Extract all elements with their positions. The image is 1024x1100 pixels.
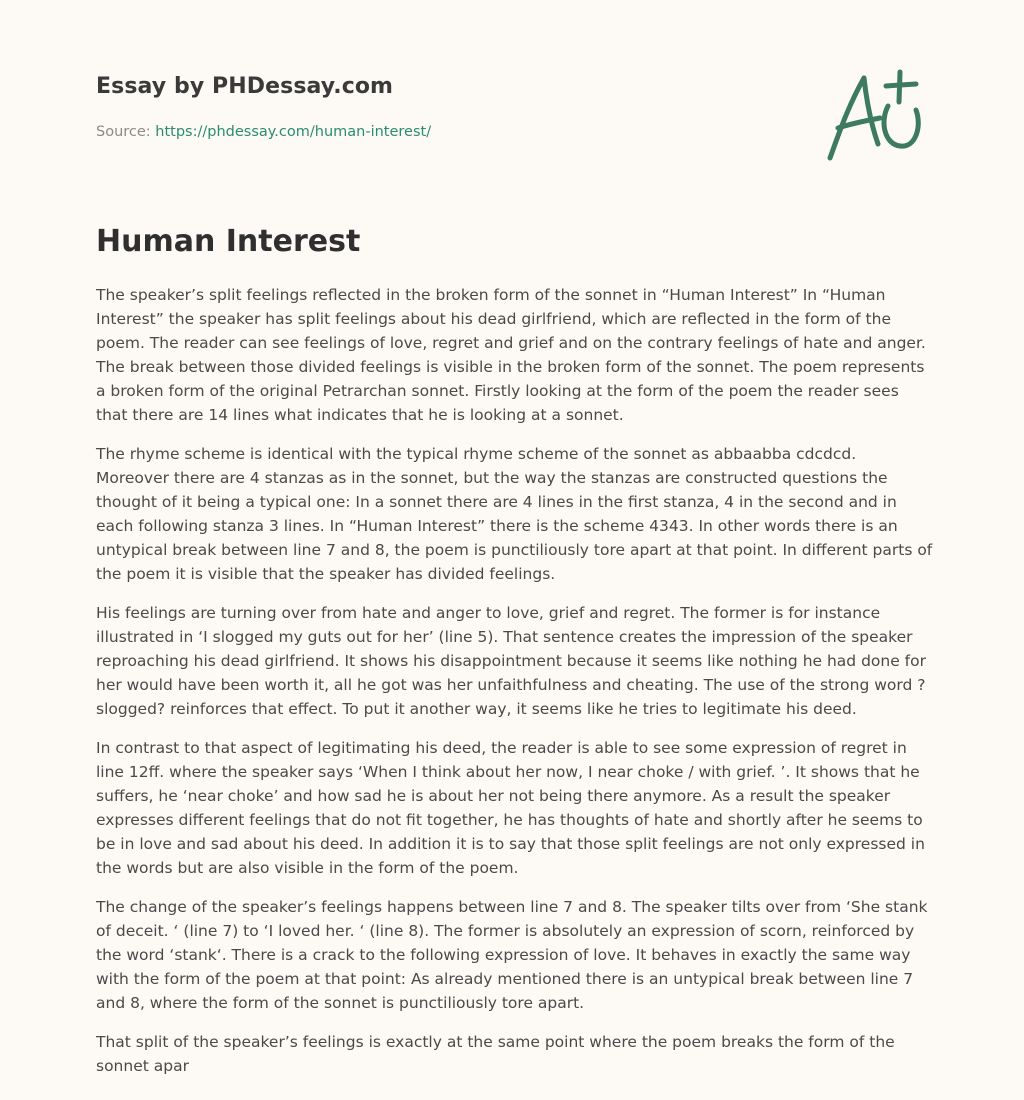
essay-paragraph: The change of the speaker’s feelings happens between line 7 and 8. The speaker tilts over from ‘She stank of deceit. ‘ (line 7) to ‘I loved her. ‘ (line 8). The former is absolutely an expression of scorn, reinforced by the word ‘stank‘. There is a crack to the following expression of love. It behaves in exactly the same way with the form of the poem at that point: As already mentioned there is an untypical break between line 7 and 8, where the form of the sonnet is punctiliously tore apart. — [96, 898, 928, 1012]
source-line — [96, 124, 431, 140]
essay-paragraph: The speaker’s split feelings reflected in the broken form of the sonnet in “Human Interest” In “Human Interest” the speaker has split feelings about his dead girlfriend, which are reflected in the form of the poem. The reader can see feelings of love, regret and grief and on the contrary feelings of hate and anger. The break between those divided feelings is visible in the broken form of the sonnet. The poem represents a broken form of the original Petrarchan sonnet. Firstly looking at the form of the poem the reader sees that there are 14 lines what indicates that he is looking at a sonnet. — [96, 286, 926, 424]
source-label: Source: — [96, 124, 151, 140]
essay-paragraph: In contrast to that aspect of legitimating his deed, the reader is able to see some expression of regret in line 12ff. where the speaker says ‘When I think about her now, I near choke / with grief. ’. It shows that he suffers, he ‘near choke’ and how sad he is about her not being there anymore. As a result the speaker expresses different feelings that do not fit together, he has thoughts of hate and shortly after he seems to be in love and sad about his deed. In addition it is to say that those split feelings are not only expressed in the words but are also visible in the form of the poem. — [96, 739, 925, 877]
a-plus-grade-icon — [820, 66, 930, 166]
essay-paragraph: His feelings are turning over from hate and anger to love, grief and regret. The former is for instance illustrated in ‘I slogged my guts out for her’ (line 5). That sentence creates the impression of the speaker reproaching his dead girlfriend. It shows his disappointment because it seems like nothing he had done for her would have been worth it, all he got was her unfaithfulness and cheating. The use of the strong word ? slogged? reinforces that effect. To put it another way, it seems like he tries to legitimate his deed. — [96, 604, 926, 718]
essay-paragraph: That split of the speaker’s feelings is exactly at the same point where the poem breaks the form of the sonnet apar — [96, 1033, 895, 1075]
essay-body — [96, 283, 934, 1093]
essay-paragraph: The rhyme scheme is identical with the typical rhyme scheme of the sonnet as abbaabba cdcdcd. Moreover there are 4 stanzas as in the sonnet, but the way the stanzas are constructed questions the thought of it being a typical one: In a sonnet there are 4 lines in the first stanza, 4 in the second and in each following stanza 3 lines. In “Human Interest” there is the scheme 4343. In other words there is an untypical break between line 7 and 8, the poem is punctiliously tore apart at that point. In different parts of the poem it is visible that the speaker has divided feelings. — [96, 445, 933, 583]
site-brand-title: Essay by PHDessay.com — [96, 74, 394, 99]
essay-title: Human Interest — [96, 224, 361, 259]
source-link[interactable]: https://phdessay.com/human-interest/ — [155, 124, 432, 140]
